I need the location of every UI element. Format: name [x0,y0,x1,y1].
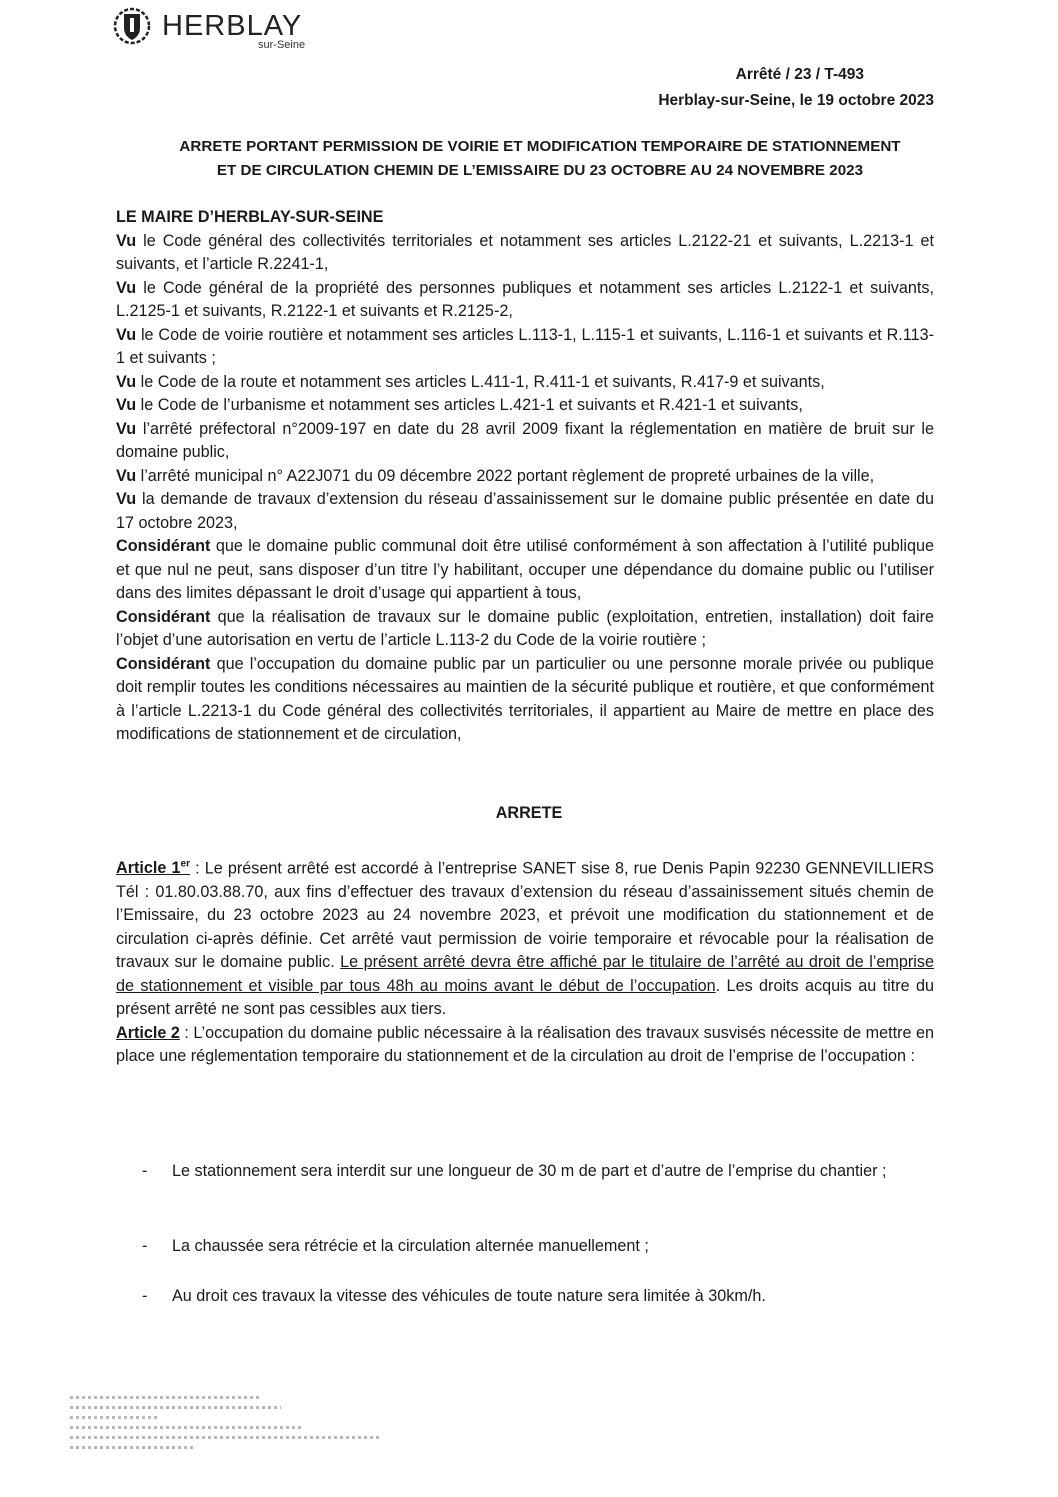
article-2-label: Article 2 [116,1023,180,1042]
reference-block [658,62,934,114]
article-2-text: : L’occupation du domaine public nécessaire à la réalisation des travaux susvisés nécessite de mettre en place une réglementation temporaire du stationnement et de la circulation au droit de l’emprise de l’occupation : [116,1023,934,1066]
footer-line [70,1396,262,1399]
considerant-lead: Considérant [116,654,211,673]
article-1-label-text: Article 1 [116,859,181,878]
considerant-text: que la réalisation de travaux sur le domaine public (exploitation, entretien, installation) doit faire l’objet d’une autorisation en vertu de l’article L.113-2 du Code de la voirie routière ; [116,607,934,649]
visa-text: le Code de voirie routière et notamment ses articles L.113-1, L.115-1 et suivants, L.116-1 et suivants et R.113-1 et suivants ; [116,325,934,367]
list-item-text: La chaussée sera rétrécie et la circulation alternée manuellement ; [172,1237,649,1255]
visa-text: la demande de travaux d’extension du réseau d’assainissement sur le domaine public présentée en date du 17 octobre 2023, [116,490,934,532]
article-1 [116,853,934,1022]
visa-text: le Code général des collectivités territoriales et notamment ses articles L.2122-21 et suivants, L.2213-1 et suivants, et l’article R.2241-1, [116,231,934,273]
visa-lead: Vu [116,372,137,391]
footer-line [70,1426,303,1429]
footer-line [70,1406,281,1409]
visa-lead: Vu [116,278,137,297]
article-1-label [116,859,190,877]
footer-line [70,1416,157,1419]
footer-line [70,1446,194,1449]
visa-text: l’arrêté préfectoral n°2009-197 en date du 28 avril 2009 fixant la réglementation en matière de bruit sur le domaine public, [116,419,934,461]
visa-text: le Code général de la propriété des personnes publiques et notamment ses articles L.2122-1 et suivants, L.2125-1 et suivants, R.2122-1 et suivants et R.2125-2, [116,278,934,320]
list-item-text: Au droit ces travaux la vitesse des véhicules de toute nature sera limitée à 30km/h. [172,1287,766,1305]
place-date: Herblay-sur-Seine, le 19 octobre 2023 [658,92,934,109]
visa-lead: Vu [116,466,137,485]
herblay-logo [110,6,340,50]
articles [116,853,934,1069]
article-1-sup: er [180,859,190,870]
visa-lead: Vu [116,231,137,250]
article-1-underlined: Le présent arrêté devra être affiché par le titulaire de l’arrêté au [340,953,804,972]
visa-item [116,465,934,489]
list-item [142,1285,964,1309]
considerant-item [116,535,934,606]
visa-item [116,277,934,324]
visa-item [116,394,934,418]
arrete-reference: Arrêté / 23 / T-493 [735,66,864,83]
visa-lead: Vu [116,325,137,344]
list-item [142,1235,964,1259]
dash-bullet: - [142,1287,148,1305]
article-2 [116,1022,934,1069]
article-1-text: : Le présent arrêté est accordé à l’entreprise SANET sise 8, rue Denis Papin 92230 GENNEVILLIERS Tél : 01.80.03.88.70, aux fins d’effectuer des travaux d’extension du réseau d’assainissement situés chemin de l’Emissaire, du 23 octobre 2023 au 24 novembre 2023, et prévoit une modification du stationnement et de circulation ci-après définie. Cet arrêté vaut permission de voirie temporaire et révocable pour la réalisation de travaux sur le domaine public. [116,859,934,972]
article-1-text-end: . Les droits acquis au titre du présent arrêté ne sont pas cessibles aux tiers. [116,976,934,1019]
article-1-underlined: droit de l’emprise de stationnement et visible par tous 48h au moins avant le début de l’occupation [116,953,934,995]
faded-footer-address [70,1396,380,1456]
dash-bullet: - [142,1237,148,1255]
visa-item [116,371,934,395]
list-item [142,1160,964,1184]
considerant-lead: Considérant [116,537,211,555]
visa-item [116,488,934,535]
considerant-item [116,606,934,653]
considerant-text: que l’occupation du domaine public par un particulier ou une personne morale privée ou publique doit remplir toutes les conditions nécessaires au maintien de la sécurité publique et routière, et que conformément à l’article L.2213-1 du Code général des collectivités territoriales, il appartient au Maire de mettre en place des modifications de stationnement et de circulation, [116,654,934,743]
visa-text: l’arrêté municipal n° A22J071 du 09 décembre 2022 portant règlement de propreté urbaines de la ville, [136,466,875,485]
mayor-heading: LE MAIRE D’HERBLAY-SUR-SEINE [116,208,384,226]
dash-bullet: - [142,1162,148,1180]
considerant-text: que le domaine public communal doit être utilisé conformément à son affectation à l’utilité publique et que nul ne peut, sans disposer d’un titre l’y habilitant, occuper une dépendance du domaine public ou l’utiliser dans des limites dépassant le droit d’usage qui appartient à tous, [116,537,934,602]
visa-lead: Vu [116,419,137,438]
document-title [110,135,970,183]
considerant-lead: Considérant [116,607,211,626]
logo-subtitle: sur-Seine [258,39,306,51]
visa-lead: Vu [116,396,137,414]
visa-lead: Vu [116,490,137,508]
considerant-item [116,653,934,747]
city-crest-icon [110,6,154,48]
arrete-heading: ARRETE [495,804,563,822]
footer-line [70,1436,380,1439]
visa-text: le Code de l’urbanisme et notamment ses articles L.421-1 et suivants et R.421-1 et suivants, [136,396,803,414]
title-line: ET DE CIRCULATION CHEMIN DE L’EMISSAIRE DU 23 OCTOBRE AU 24 NOVEMBRE 2023 [216,162,864,179]
logo-wordmark: HERBLAY [162,10,303,42]
visa-item [116,324,934,371]
list-item-text: Le stationnement sera interdit sur une longueur de 30 m de part et d’autre de l’emprise du chantier ; [172,1162,887,1180]
preamble [116,206,934,747]
visa-text: le Code de la route et notamment ses articles L.411-1, R.411-1 et suivants, R.417-9 et suivants, [136,372,825,391]
visa-item [116,418,934,465]
title-line: ARRETE PORTANT PERMISSION DE VOIRIE ET MODIFICATION TEMPORAIRE DE STATIONNEMENT [179,138,901,155]
visa-item [116,230,934,277]
